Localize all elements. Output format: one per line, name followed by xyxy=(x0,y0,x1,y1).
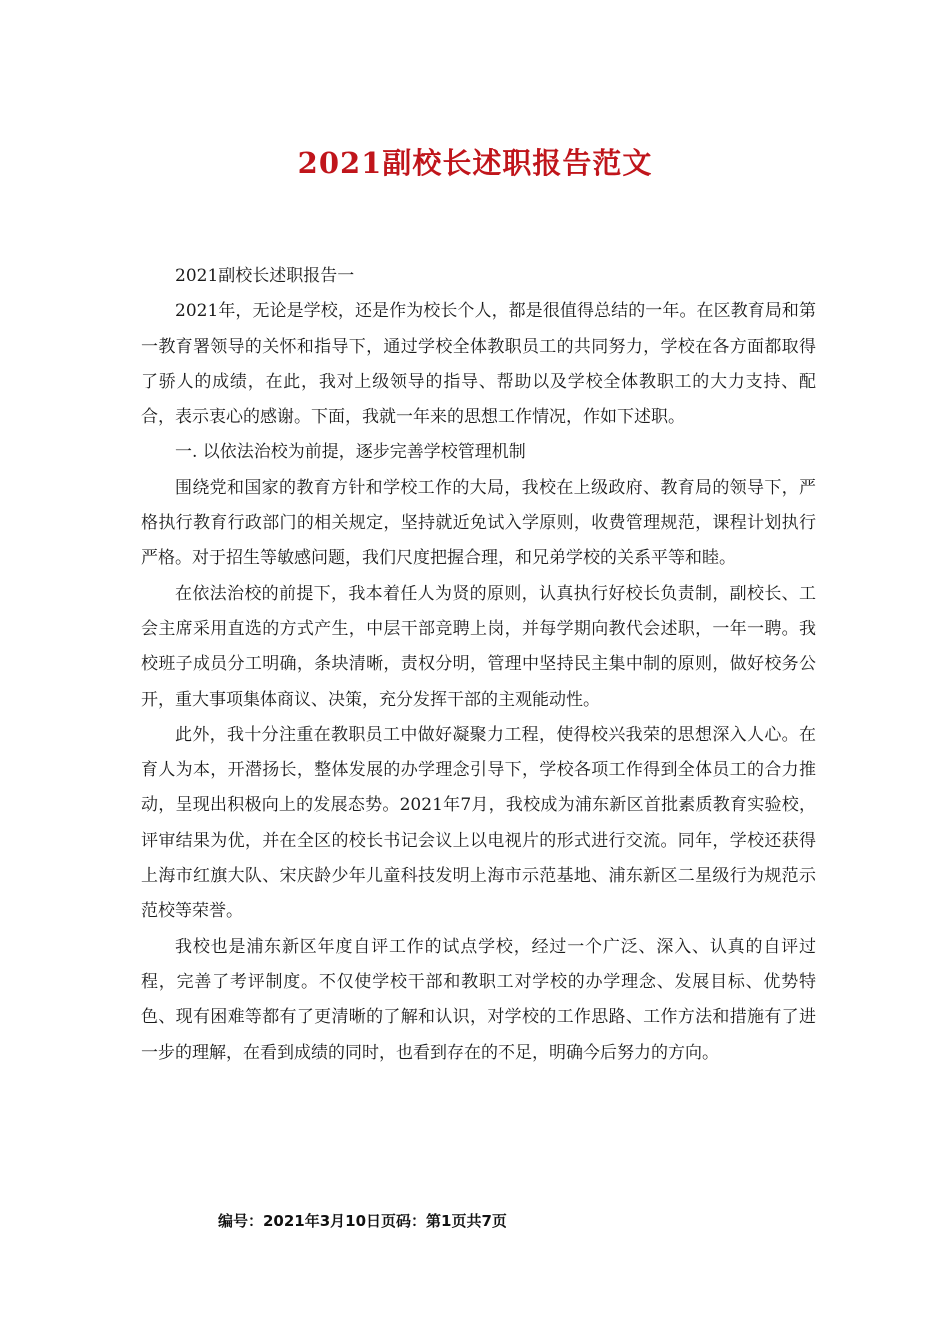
paragraph: 此外，我十分注重在教职员工中做好凝聚力工程，使得校兴我荣的思想深入人心。在育人为本，开潜扬长，整体发展的办学理念引导下，学校各项工作得到全体员工的合力推动，呈现出积极向上的发展态势。2021年7月，我校成为浦东新区首批素质教育实验校，评审结果为优，并在全区的校长书记会议上以电视片的形式进行交流。同年，学校还获得上海市红旗大队、宋庆龄少年儿童科技发明上海市示范基地、浦东新区二星级行为规范示范校等荣誉。 xyxy=(141,724,816,922)
paragraph: 我校也是浦东新区年度自评工作的试点学校，经过一个广泛、深入、认真的自评过程，完善了考评制度。不仅使学校干部和教职工对学校的办学理念、发展目标、优势特色、现有困难等都有了更清晰的了解和认识，对学校的工作思路、工作方法和措施有了进一步的理解，在看到成绩的同时，也看到存在的不足，明确今后努力的方向。 xyxy=(141,936,816,1063)
paragraph: 2021年，无论是学校，还是作为校长个人，都是很值得总结的一年。在区教育局和第一教育署领导的关怀和指导下，通过学校全体教职员工的共同努力，学校在各方面都取得了骄人的成绩，在此，我对上级领导的指导、帮助以及学校全体教职工的大力支持、配合，表示衷心的感谢。下面，我就一年来的思想工作情况，作如下述职。 xyxy=(141,301,816,428)
section-heading: 2021副校长述职报告一 xyxy=(175,266,355,286)
subsection-heading: 一. 以依法治校为前提，逐步完善学校管理机制 xyxy=(175,442,526,463)
document-title: 2021副校长述职报告范文 xyxy=(297,146,653,180)
page-footer: 编号：2021年3月10日页码：第1页共7页 xyxy=(218,1212,507,1230)
document-body xyxy=(141,259,816,1071)
paragraph: 围绕党和国家的教育方针和学校工作的大局，我校在上级政府、教育局的领导下，严格执行教育行政部门的相关规定，坚持就近免试入学原则，收费管理规范，课程计划执行严格。对于招生等敏感问题，我们尺度把握合理，和兄弟学校的关系平等和睦。 xyxy=(141,477,816,569)
paragraph: 在依法治校的前提下，我本着任人为贤的原则，认真执行好校长负责制，副校长、工会主席采用直选的方式产生，中层干部竞聘上岗，并每学期向教代会述职，一年一聘。我校班子成员分工明确，条块清晰，责权分明，管理中坚持民主集中制的原则，做好校务公开，重大事项集体商议、决策，充分发挥干部的主观能动性。 xyxy=(141,583,816,710)
